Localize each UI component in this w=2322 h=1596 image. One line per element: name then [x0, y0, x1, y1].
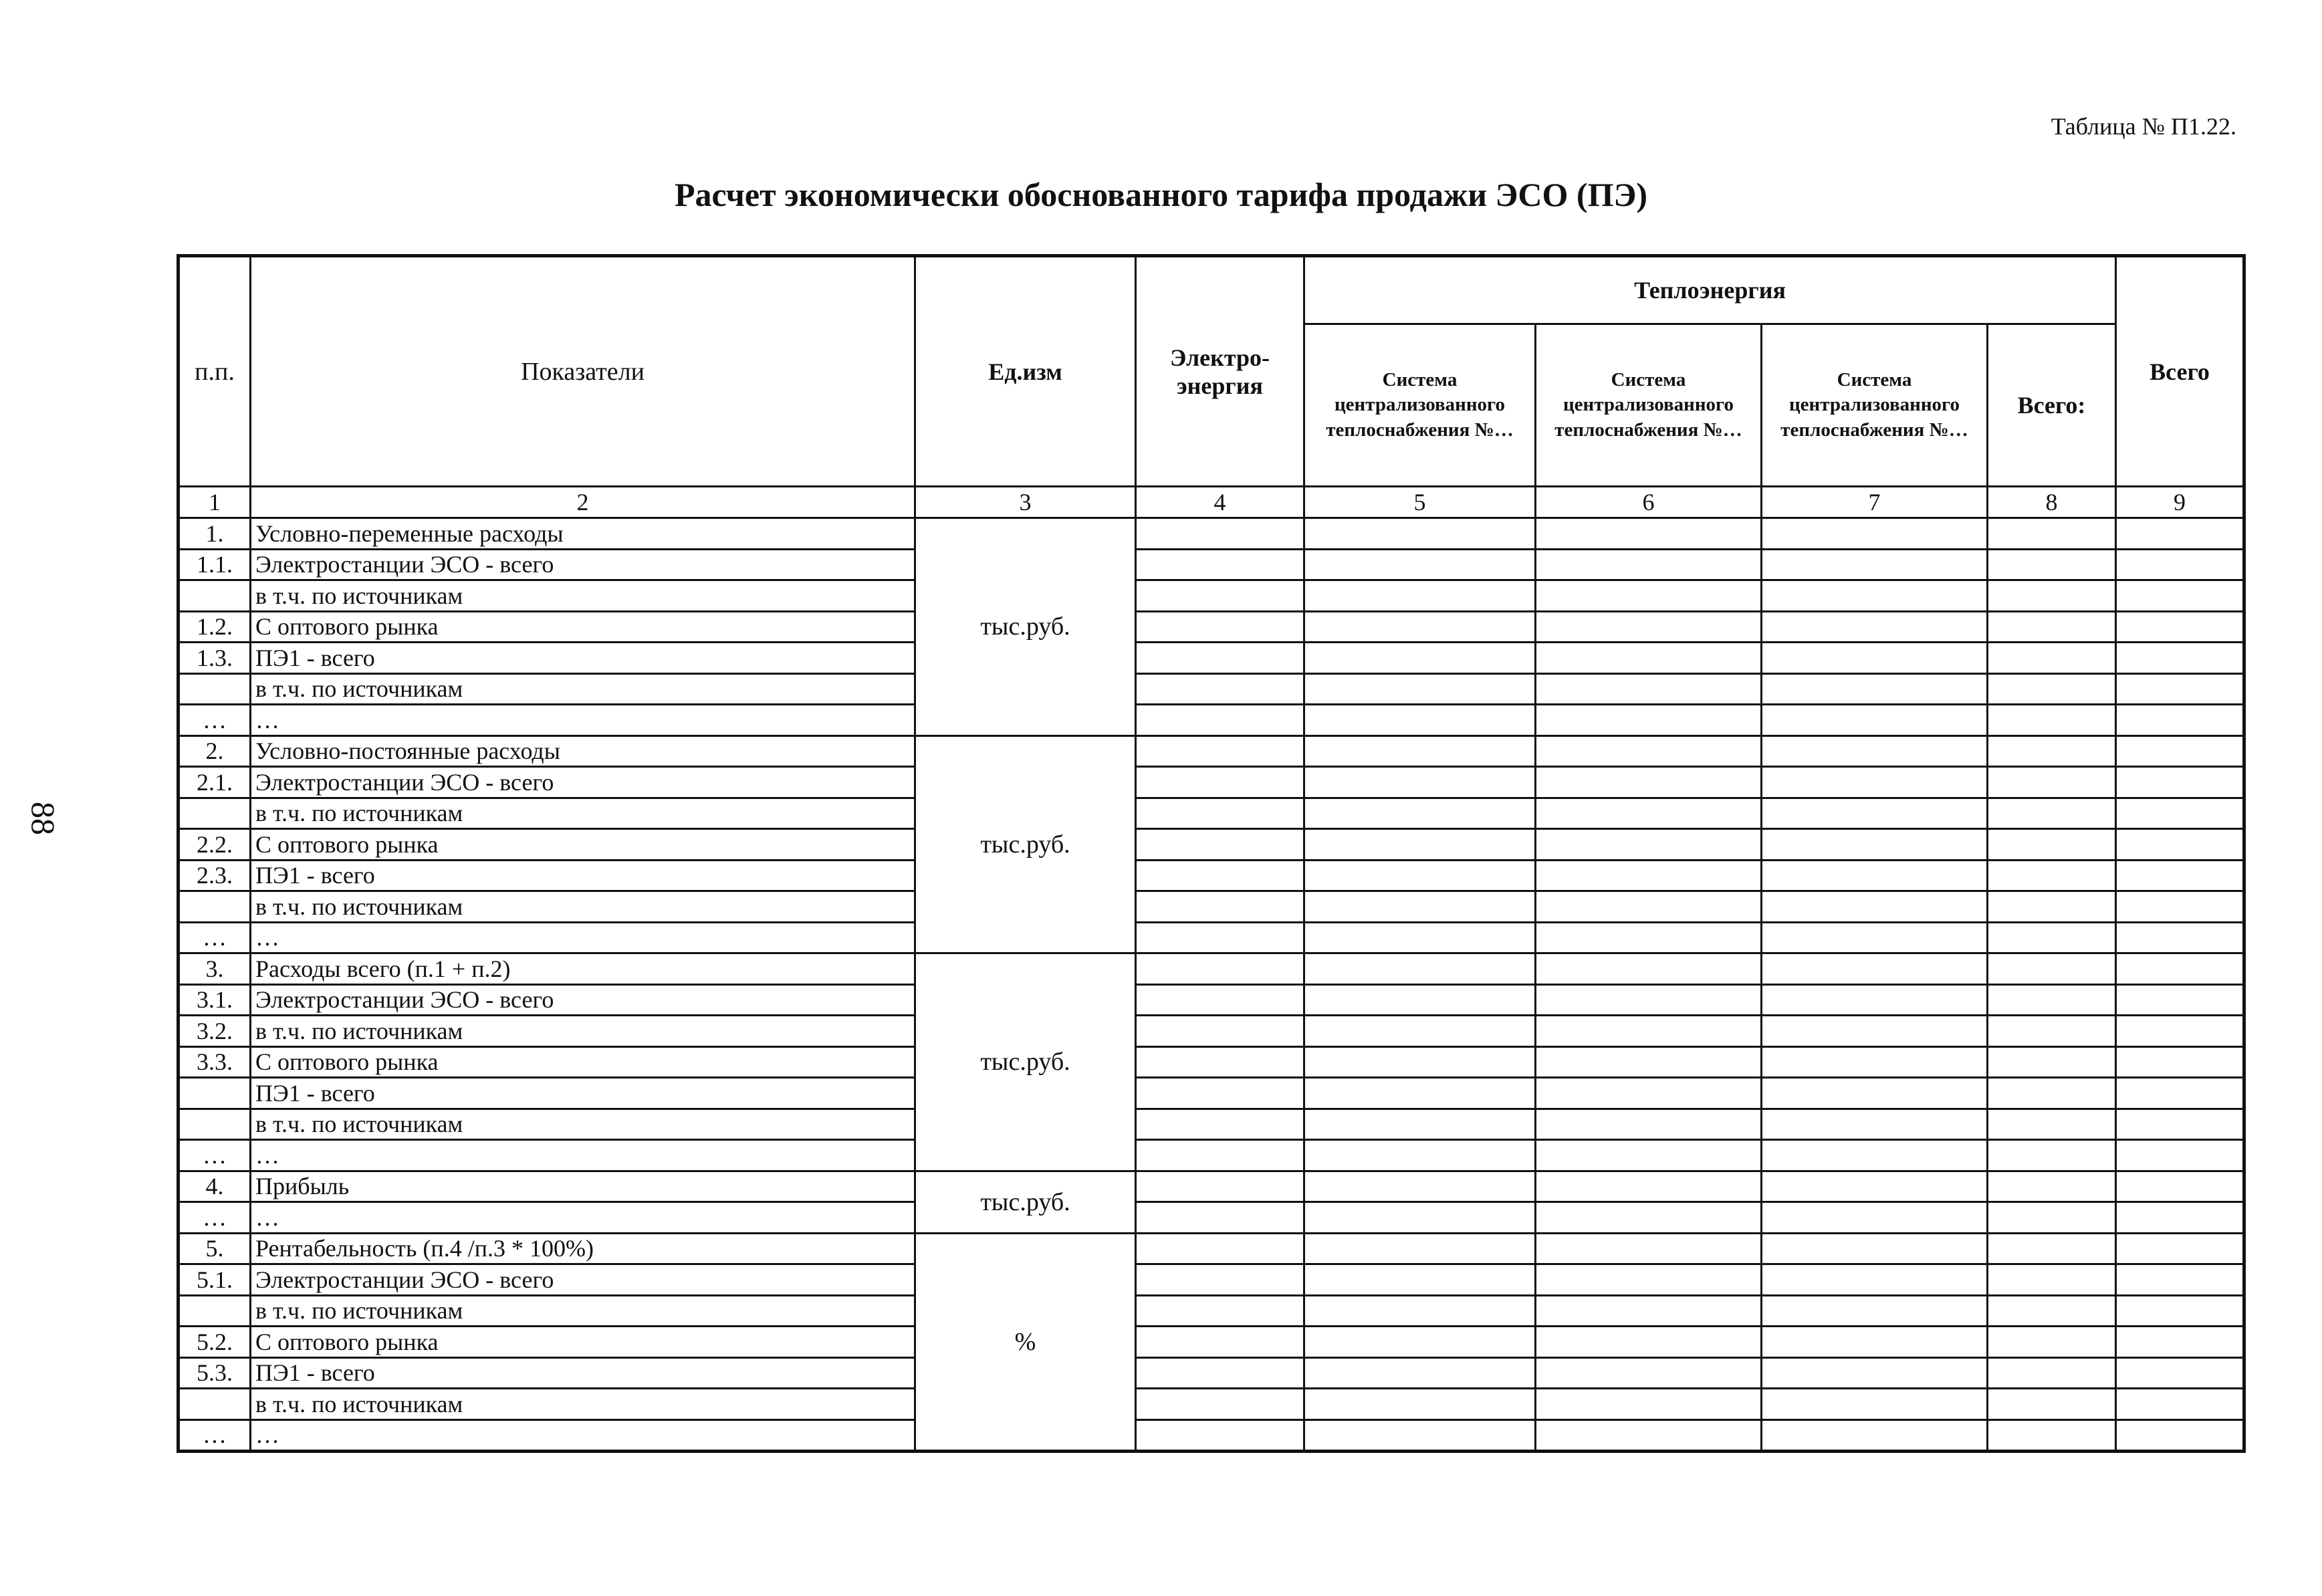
value-cell	[1762, 953, 1988, 985]
value-cell	[1136, 829, 1304, 861]
value-cell	[1136, 798, 1304, 829]
row-label: С оптового рынка	[251, 829, 915, 861]
header-row-number: п.п.	[179, 256, 251, 487]
row-number: 2.3.	[179, 860, 251, 891]
value-cell	[2116, 1016, 2244, 1047]
value-cell	[1136, 1327, 1304, 1358]
table-row	[179, 1202, 2244, 1234]
value-cell	[1536, 673, 1762, 705]
row-label: С оптового рынка	[251, 611, 915, 643]
row-label: Электростанции ЭСО - всего	[251, 984, 915, 1016]
value-cell	[1136, 643, 1304, 674]
value-cell	[1762, 643, 1988, 674]
value-cell	[2116, 673, 2244, 705]
value-cell	[1136, 767, 1304, 798]
row-label: С оптового рынка	[251, 1046, 915, 1078]
value-cell	[1536, 1202, 1762, 1234]
table-row	[179, 1295, 2244, 1327]
value-cell	[1536, 611, 1762, 643]
value-cell	[1536, 767, 1762, 798]
value-cell	[1536, 1419, 1762, 1452]
value-cell	[1762, 549, 1988, 580]
table-row	[179, 735, 2244, 767]
value-cell	[1304, 1357, 1536, 1389]
value-cell	[2116, 1389, 2244, 1420]
row-number: …	[179, 705, 251, 736]
value-cell	[1988, 1202, 2116, 1234]
value-cell	[1988, 953, 2116, 985]
table-row	[179, 829, 2244, 861]
value-cell	[2116, 549, 2244, 580]
value-cell	[2116, 922, 2244, 953]
row-number	[179, 798, 251, 829]
value-cell	[1762, 860, 1988, 891]
row-number: 2.2.	[179, 829, 251, 861]
value-cell	[1988, 1078, 2116, 1109]
value-cell	[2116, 580, 2244, 612]
value-cell	[1762, 1357, 1988, 1389]
page-number: 88	[25, 802, 62, 835]
value-cell	[1304, 643, 1536, 674]
row-label: С оптового рынка	[251, 1327, 915, 1358]
unit-cell: %	[915, 1233, 1136, 1452]
table-row	[179, 1233, 2244, 1264]
table-row	[179, 1357, 2244, 1389]
value-cell	[1136, 1078, 1304, 1109]
value-cell	[1136, 1046, 1304, 1078]
row-label: …	[251, 1202, 915, 1234]
row-number: 3.	[179, 953, 251, 985]
value-cell	[2116, 1202, 2244, 1234]
value-cell	[1762, 984, 1988, 1016]
value-cell	[1988, 580, 2116, 612]
value-cell	[2116, 798, 2244, 829]
value-cell	[1536, 1140, 1762, 1171]
row-label: в т.ч. по источникам	[251, 1016, 915, 1047]
value-cell	[1136, 1233, 1304, 1264]
value-cell	[1304, 829, 1536, 861]
value-cell	[1304, 984, 1536, 1016]
row-label: ПЭ1 - всего	[251, 643, 915, 674]
row-number: 3.3.	[179, 1046, 251, 1078]
table-row	[179, 798, 2244, 829]
table-row	[179, 1109, 2244, 1140]
column-number: 8	[1988, 487, 2116, 518]
value-cell	[1536, 829, 1762, 861]
value-cell	[1988, 1357, 2116, 1389]
value-cell	[1988, 1171, 2116, 1202]
value-cell	[1536, 518, 1762, 550]
value-cell	[1304, 798, 1536, 829]
value-cell	[2116, 1046, 2244, 1078]
row-label: в т.ч. по источникам	[251, 1389, 915, 1420]
column-number: 5	[1304, 487, 1536, 518]
table-row	[179, 705, 2244, 736]
value-cell	[1304, 580, 1536, 612]
value-cell	[1762, 1295, 1988, 1327]
value-cell	[1988, 767, 2116, 798]
value-cell	[2116, 1327, 2244, 1358]
value-cell	[1304, 1419, 1536, 1452]
value-cell	[2116, 767, 2244, 798]
table-row	[179, 1389, 2244, 1420]
value-cell	[1304, 1202, 1536, 1234]
value-cell	[1988, 643, 2116, 674]
value-cell	[1536, 1233, 1762, 1264]
table-row	[179, 1046, 2244, 1078]
value-cell	[1136, 580, 1304, 612]
value-cell	[1988, 891, 2116, 923]
row-label: ПЭ1 - всего	[251, 860, 915, 891]
row-number: …	[179, 1419, 251, 1452]
value-cell	[1536, 922, 1762, 953]
header-heat-total: Всего:	[1988, 324, 2116, 487]
value-cell	[2116, 611, 2244, 643]
row-label: …	[251, 1419, 915, 1452]
value-cell	[1136, 611, 1304, 643]
tariff-calculation-table	[177, 254, 2246, 1453]
value-cell	[1988, 984, 2116, 1016]
row-number: 1.2.	[179, 611, 251, 643]
value-cell	[1136, 1109, 1304, 1140]
value-cell	[2116, 1109, 2244, 1140]
value-cell	[1988, 1140, 2116, 1171]
column-number: 1	[179, 487, 251, 518]
value-cell	[1304, 767, 1536, 798]
value-cell	[2116, 735, 2244, 767]
value-cell	[1762, 1264, 1988, 1296]
header-electric-energy: Электро- энергия	[1136, 256, 1304, 487]
value-cell	[1136, 1202, 1304, 1234]
row-label: …	[251, 922, 915, 953]
value-cell	[1136, 860, 1304, 891]
value-cell	[1762, 580, 1988, 612]
value-cell	[2116, 891, 2244, 923]
value-cell	[1762, 1109, 1988, 1140]
value-cell	[1762, 922, 1988, 953]
value-cell	[1762, 1140, 1988, 1171]
value-cell	[1304, 1109, 1536, 1140]
row-number: 5.1.	[179, 1264, 251, 1296]
value-cell	[1536, 891, 1762, 923]
row-number: 5.	[179, 1233, 251, 1264]
table-row	[179, 1016, 2244, 1047]
header-unit: Ед.изм	[915, 256, 1136, 487]
value-cell	[1304, 705, 1536, 736]
value-cell	[1762, 829, 1988, 861]
value-cell	[2116, 643, 2244, 674]
row-number: 2.1.	[179, 767, 251, 798]
value-cell	[1304, 673, 1536, 705]
column-number: 4	[1136, 487, 1304, 518]
value-cell	[1304, 1016, 1536, 1047]
value-cell	[2116, 953, 2244, 985]
row-label: Условно-постоянные расходы	[251, 735, 915, 767]
table-row	[179, 1327, 2244, 1358]
row-number	[179, 673, 251, 705]
row-label: Электростанции ЭСО - всего	[251, 767, 915, 798]
header-heat-system-3: Система централизованного теплоснабжения №…	[1762, 324, 1988, 487]
header-indicators: Показатели	[251, 256, 915, 487]
row-number	[179, 891, 251, 923]
unit-cell: тыс.руб.	[915, 1171, 1136, 1233]
value-cell	[1136, 1171, 1304, 1202]
table-row	[179, 518, 2244, 550]
value-cell	[1136, 1295, 1304, 1327]
row-number: 4.	[179, 1171, 251, 1202]
row-number: 2.	[179, 735, 251, 767]
table-row	[179, 549, 2244, 580]
row-label: в т.ч. по источникам	[251, 673, 915, 705]
value-cell	[1536, 1295, 1762, 1327]
value-cell	[1304, 922, 1536, 953]
value-cell	[1988, 549, 2116, 580]
value-cell	[1536, 705, 1762, 736]
value-cell	[1304, 1295, 1536, 1327]
document-title: Расчет экономически обоснованного тарифа продажи ЭСО (ПЭ)	[674, 176, 1648, 213]
value-cell	[1988, 1233, 2116, 1264]
row-number	[179, 1389, 251, 1420]
column-number: 7	[1762, 487, 1988, 518]
row-number	[179, 580, 251, 612]
value-cell	[1762, 673, 1988, 705]
value-cell	[1304, 735, 1536, 767]
value-cell	[1536, 549, 1762, 580]
value-cell	[1304, 611, 1536, 643]
value-cell	[1988, 860, 2116, 891]
header-heat-system-2: Система централизованного теплоснабжения №…	[1536, 324, 1762, 487]
value-cell	[1988, 611, 2116, 643]
value-cell	[1536, 1109, 1762, 1140]
value-cell	[2116, 1171, 2244, 1202]
row-label: Электростанции ЭСО - всего	[251, 1264, 915, 1296]
row-label: Расходы всего (п.1 + п.2)	[251, 953, 915, 985]
value-cell	[1988, 1016, 2116, 1047]
value-cell	[1536, 1357, 1762, 1389]
table-row	[179, 891, 2244, 923]
row-number: 1.1.	[179, 549, 251, 580]
value-cell	[1762, 1202, 1988, 1234]
table-row	[179, 1078, 2244, 1109]
row-number: 3.2.	[179, 1016, 251, 1047]
column-number: 9	[2116, 487, 2244, 518]
value-cell	[1136, 1016, 1304, 1047]
value-cell	[2116, 1233, 2244, 1264]
value-cell	[1136, 549, 1304, 580]
value-cell	[1762, 1419, 1988, 1452]
value-cell	[1136, 705, 1304, 736]
row-number	[179, 1078, 251, 1109]
row-number	[179, 1109, 251, 1140]
value-cell	[1136, 673, 1304, 705]
value-cell	[1988, 922, 2116, 953]
table-row	[179, 860, 2244, 891]
row-number: 5.2.	[179, 1327, 251, 1358]
value-cell	[1988, 1327, 2116, 1358]
value-cell	[1304, 549, 1536, 580]
value-cell	[1304, 1327, 1536, 1358]
unit-cell: тыс.руб.	[915, 518, 1136, 736]
value-cell	[2116, 518, 2244, 550]
table-row	[179, 580, 2244, 612]
value-cell	[1536, 953, 1762, 985]
value-cell	[1304, 1046, 1536, 1078]
value-cell	[1304, 1171, 1536, 1202]
unit-cell: тыс.руб.	[915, 953, 1136, 1171]
row-number: …	[179, 922, 251, 953]
column-number: 3	[915, 487, 1136, 518]
value-cell	[1536, 798, 1762, 829]
value-cell	[1536, 1171, 1762, 1202]
header-heat-energy: Теплоэнергия	[1304, 256, 2116, 324]
value-cell	[1536, 1016, 1762, 1047]
value-cell	[1988, 1109, 2116, 1140]
value-cell	[1988, 1389, 2116, 1420]
row-number: …	[179, 1202, 251, 1234]
column-number: 2	[251, 487, 915, 518]
value-cell	[1988, 1264, 2116, 1296]
row-number: 3.1.	[179, 984, 251, 1016]
row-number: 1.3.	[179, 643, 251, 674]
value-cell	[2116, 860, 2244, 891]
row-label: ПЭ1 - всего	[251, 1078, 915, 1109]
table-row	[179, 1171, 2244, 1202]
row-label: ПЭ1 - всего	[251, 1357, 915, 1389]
value-cell	[2116, 1264, 2244, 1296]
table-row	[179, 767, 2244, 798]
row-label: в т.ч. по источникам	[251, 1109, 915, 1140]
table-row	[179, 1140, 2244, 1171]
value-cell	[1304, 518, 1536, 550]
value-cell	[1536, 580, 1762, 612]
row-label: Электростанции ЭСО - всего	[251, 549, 915, 580]
row-label: Условно-переменные расходы	[251, 518, 915, 550]
value-cell	[1762, 735, 1988, 767]
value-cell	[1136, 891, 1304, 923]
value-cell	[1762, 611, 1988, 643]
row-label: …	[251, 1140, 915, 1171]
value-cell	[1536, 643, 1762, 674]
row-label: …	[251, 705, 915, 736]
value-cell	[1136, 1140, 1304, 1171]
value-cell	[1988, 705, 2116, 736]
table-caption: Таблица № П1.22.	[2051, 113, 2236, 140]
value-cell	[1136, 1357, 1304, 1389]
value-cell	[1988, 1419, 2116, 1452]
table-row	[179, 1419, 2244, 1452]
table-row	[179, 1264, 2244, 1296]
value-cell	[1136, 953, 1304, 985]
value-cell	[1136, 922, 1304, 953]
value-cell	[1762, 1046, 1988, 1078]
value-cell	[1304, 860, 1536, 891]
value-cell	[1304, 1140, 1536, 1171]
value-cell	[2116, 1140, 2244, 1171]
value-cell	[1762, 767, 1988, 798]
value-cell	[1136, 1419, 1304, 1452]
row-number	[179, 1295, 251, 1327]
value-cell	[2116, 1078, 2244, 1109]
unit-cell: тыс.руб.	[915, 735, 1136, 953]
value-cell	[1536, 984, 1762, 1016]
value-cell	[1304, 1233, 1536, 1264]
value-cell	[1988, 673, 2116, 705]
value-cell	[1136, 518, 1304, 550]
value-cell	[1536, 1389, 1762, 1420]
row-label: Прибыль	[251, 1171, 915, 1202]
value-cell	[1304, 891, 1536, 923]
table-row	[179, 953, 2244, 985]
row-number: …	[179, 1140, 251, 1171]
row-label: в т.ч. по источникам	[251, 798, 915, 829]
row-number: 5.3.	[179, 1357, 251, 1389]
value-cell	[1136, 984, 1304, 1016]
value-cell	[1762, 705, 1988, 736]
value-cell	[1536, 1327, 1762, 1358]
row-number: 1.	[179, 518, 251, 550]
value-cell	[2116, 829, 2244, 861]
value-cell	[1762, 891, 1988, 923]
table-body	[179, 518, 2244, 1452]
value-cell	[1136, 735, 1304, 767]
column-number: 6	[1536, 487, 1762, 518]
table-row	[179, 984, 2244, 1016]
value-cell	[1988, 829, 2116, 861]
value-cell	[2116, 1357, 2244, 1389]
row-label: в т.ч. по источникам	[251, 1295, 915, 1327]
value-cell	[1988, 735, 2116, 767]
value-cell	[1536, 1046, 1762, 1078]
value-cell	[1762, 1327, 1988, 1358]
value-cell	[1136, 1264, 1304, 1296]
value-cell	[1988, 1046, 2116, 1078]
value-cell	[1304, 1264, 1536, 1296]
value-cell	[1536, 1264, 1762, 1296]
value-cell	[1536, 1078, 1762, 1109]
row-label: в т.ч. по источникам	[251, 891, 915, 923]
value-cell	[1136, 1389, 1304, 1420]
value-cell	[1762, 1171, 1988, 1202]
table-row	[179, 643, 2244, 674]
row-label: в т.ч. по источникам	[251, 580, 915, 612]
value-cell	[1762, 1016, 1988, 1047]
header-heat-system-1: Система централизованного теплоснабжения №…	[1304, 324, 1536, 487]
value-cell	[2116, 1419, 2244, 1452]
table-row	[179, 673, 2244, 705]
value-cell	[1304, 953, 1536, 985]
value-cell	[1988, 798, 2116, 829]
value-cell	[1762, 1389, 1988, 1420]
table-row	[179, 922, 2244, 953]
value-cell	[1304, 1389, 1536, 1420]
table-row	[179, 611, 2244, 643]
value-cell	[1536, 735, 1762, 767]
value-cell	[1762, 518, 1988, 550]
value-cell	[1304, 1078, 1536, 1109]
value-cell	[1988, 1295, 2116, 1327]
value-cell	[1762, 1078, 1988, 1109]
value-cell	[1988, 518, 2116, 550]
value-cell	[1536, 860, 1762, 891]
value-cell	[2116, 705, 2244, 736]
header-total: Всего	[2116, 256, 2244, 487]
value-cell	[2116, 1295, 2244, 1327]
value-cell	[2116, 984, 2244, 1016]
value-cell	[1762, 1233, 1988, 1264]
row-label: Рентабельность (п.4 /п.3 * 100%)	[251, 1233, 915, 1264]
value-cell	[1762, 798, 1988, 829]
